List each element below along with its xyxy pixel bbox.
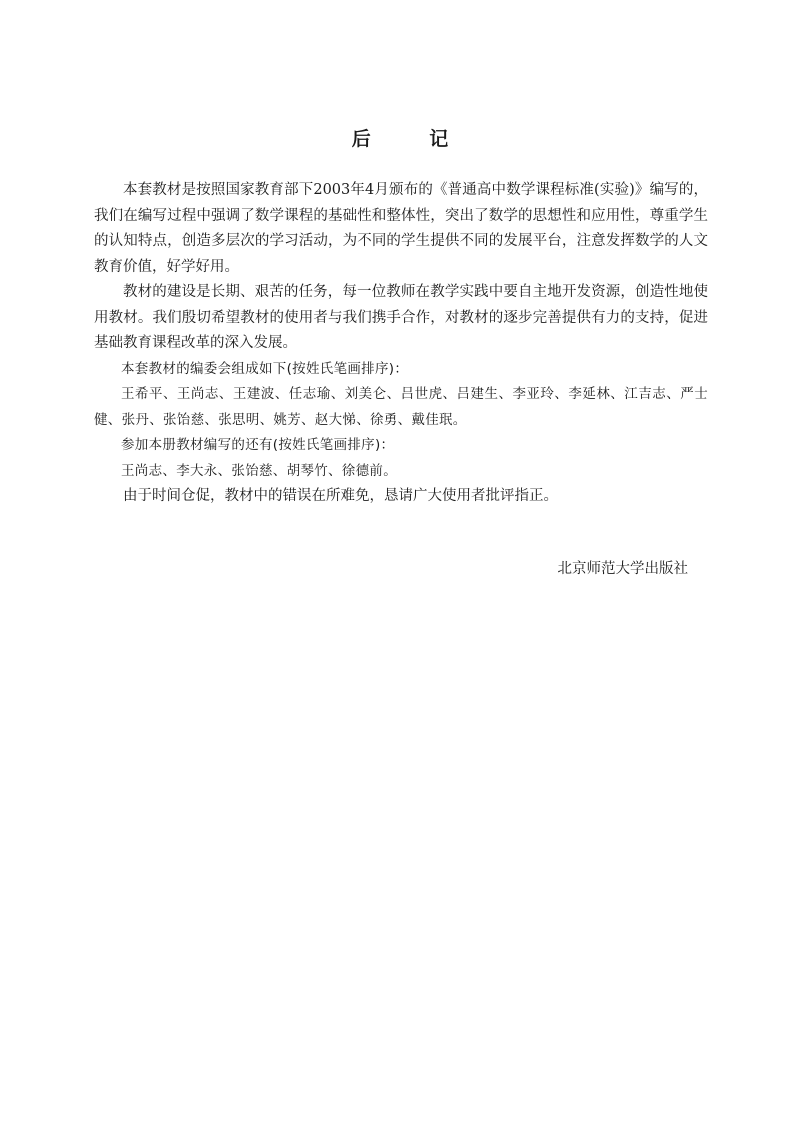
page-title: 后 记 <box>351 128 475 150</box>
intro-paragraph: 本套教材是按照国家教育部下2003年4月颁布的《普通高中数学课程标准(实验)》编写的，我们在编写过程中强调了数学课程的基础性和整体性，突出了数学的思想性和应用性，尊重学生的认知特点，创造多层次的学习活动，为不同的学生提供不同的发展平台，注意发挥数学的人文教育价值，好学好用。 <box>94 182 708 275</box>
committee-heading: 本套教材的编委会组成如下(按姓氏笔画排序)： <box>121 360 409 377</box>
authors-heading: 参加本册教材编写的还有(按姓氏笔画排序)： <box>121 437 395 453</box>
authors-names: 王尚志、李大永、张饴慈、胡琴竹、徐德前。 <box>121 462 397 479</box>
afterword-body <box>94 178 708 510</box>
closing-paragraph: 由于时间仓促，教材中的错误在所难免，恳请广大使用者批评指正。 <box>123 488 558 504</box>
committee-names: 王希平、王尚志、王建波、任志瑜、刘美仑、吕世虎、吕建生、李亚玲、李延林、江吉志、严士健、张丹、张饴慈、张思明、姚芳、赵大悌、徐勇、戴佳珉。 <box>94 386 708 428</box>
publisher-signature: 北京师范大学出版社 <box>557 561 688 577</box>
teacher-paragraph: 教材的建设是长期、艰苦的任务，每一位教师在教学实践中要自主地开发资源，创造性地使用教材。我们殷切希望教材的使用者与我们携手合作，对教材的逐步完善提供有力的支持，促进基础教育课程改革的深入发展。 <box>94 284 708 351</box>
